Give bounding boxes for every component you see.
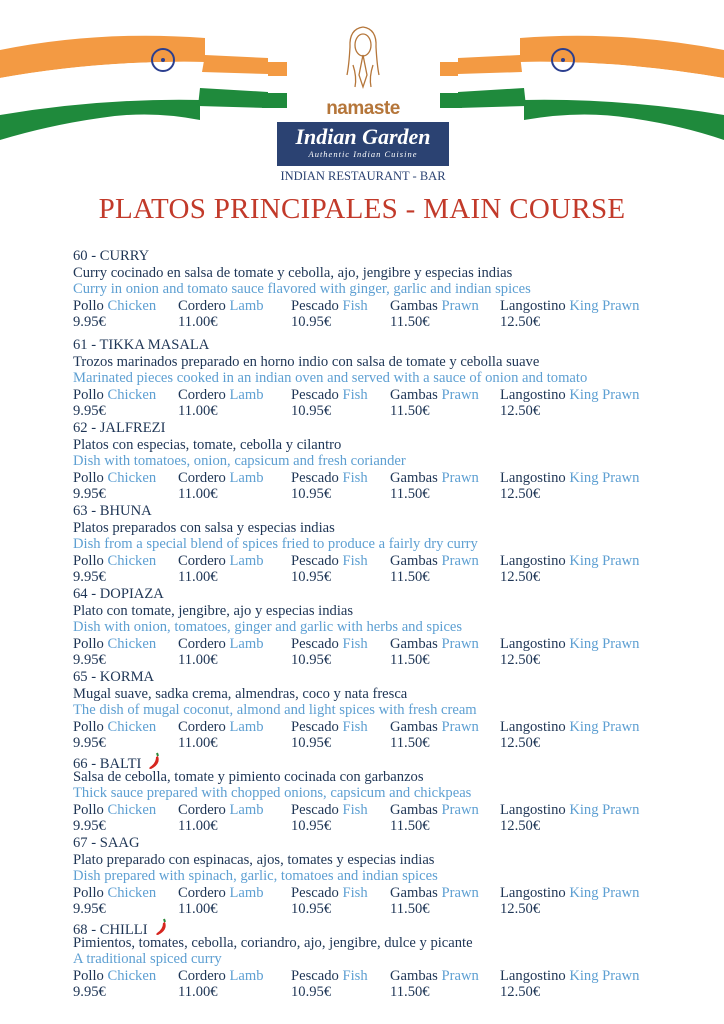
option-en: King Prawn xyxy=(569,635,640,652)
option-label xyxy=(500,553,639,570)
option-price: 12.50€ xyxy=(500,569,541,586)
item-description-en: Curry in onion and tomato sauce flavored with ginger, garlic and indian spices xyxy=(73,281,531,298)
item-description-es: Platos con especias, tomate, cebolla y cilantro xyxy=(73,436,342,453)
item-description-es: Plato con tomate, jengibre, ajo y especias indias xyxy=(73,602,354,619)
option-es: Cordero xyxy=(178,967,226,984)
option-price: 10.95€ xyxy=(291,486,332,503)
option-en: Prawn xyxy=(441,801,479,818)
option-es: Langostino xyxy=(500,469,566,486)
item-name-row xyxy=(73,420,673,437)
option-label xyxy=(390,298,479,315)
option-label xyxy=(178,298,264,315)
option-en: Lamb xyxy=(229,469,264,486)
option-es: Pollo xyxy=(73,718,104,735)
option-price: 10.95€ xyxy=(291,984,332,1001)
option-es: Pollo xyxy=(73,386,104,403)
item-name-row xyxy=(73,918,673,938)
item-description-en: A traditional spiced curry xyxy=(73,951,222,968)
option-prices xyxy=(73,403,673,420)
option-label xyxy=(73,968,156,985)
option-label xyxy=(390,387,479,404)
brand-box xyxy=(277,122,449,166)
option-en: Fish xyxy=(342,635,368,652)
option-es: Gambas xyxy=(390,884,438,901)
option-prices xyxy=(73,984,673,1001)
option-label xyxy=(500,885,639,902)
item-description-es: Mugal suave, sadka crema, almendras, coco y nata fresca xyxy=(73,685,408,702)
brand-name: Indian Garden xyxy=(295,124,431,149)
item-description-en: Dish prepared with spinach, garlic, tomatoes and indian spices xyxy=(73,868,438,885)
option-label xyxy=(291,968,368,985)
option-label xyxy=(390,802,479,819)
option-price: 10.95€ xyxy=(291,403,332,420)
option-labels xyxy=(73,553,673,570)
option-price: 11.50€ xyxy=(390,569,430,586)
option-es: Pescado xyxy=(291,718,339,735)
option-price: 11.00€ xyxy=(178,901,218,918)
item-description-en: Dish with tomatoes, onion, capsicum and fresh coriander xyxy=(73,453,406,470)
option-labels xyxy=(73,298,673,315)
option-label xyxy=(291,470,368,487)
option-price: 12.50€ xyxy=(500,314,541,331)
option-en: Chicken xyxy=(107,297,157,314)
restaurant-subtitle: INDIAN RESTAURANT - BAR xyxy=(280,169,446,183)
option-es: Cordero xyxy=(178,552,226,569)
option-prices xyxy=(73,486,673,503)
option-price: 9.95€ xyxy=(73,818,106,835)
item-name: 64 - DOPIAZA xyxy=(73,586,164,602)
option-es: Cordero xyxy=(178,469,226,486)
option-en: King Prawn xyxy=(569,297,640,314)
page-title: PLATOS PRINCIPALES - MAIN COURSE xyxy=(98,193,626,225)
option-label xyxy=(178,719,264,736)
option-en: Lamb xyxy=(229,635,264,652)
option-label xyxy=(390,885,479,902)
option-en: King Prawn xyxy=(569,801,640,818)
option-en: Lamb xyxy=(229,297,264,314)
option-en: Lamb xyxy=(229,801,264,818)
option-price: 11.50€ xyxy=(390,984,430,1001)
menu-item xyxy=(73,752,673,835)
option-label xyxy=(73,387,156,404)
option-labels xyxy=(73,885,673,902)
option-price: 12.50€ xyxy=(500,486,541,503)
option-en: Lamb xyxy=(229,967,264,984)
item-description-en: Thick sauce prepared with chopped onions, capsicum and chickpeas xyxy=(73,785,472,802)
option-price: 12.50€ xyxy=(500,984,541,1001)
option-label xyxy=(73,636,156,653)
option-prices xyxy=(73,818,673,835)
option-label xyxy=(500,802,639,819)
option-es: Pescado xyxy=(291,552,339,569)
option-price: 11.50€ xyxy=(390,652,430,669)
option-labels xyxy=(73,968,673,985)
option-price: 9.95€ xyxy=(73,486,106,503)
option-es: Gambas xyxy=(390,469,438,486)
option-label xyxy=(73,802,156,819)
logo-namaste: namaste xyxy=(326,98,400,119)
option-en: Lamb xyxy=(229,552,264,569)
option-es: Pollo xyxy=(73,801,104,818)
option-label xyxy=(73,553,156,570)
item-description-es: Plato preparado con espinacas, ajos, tomates y especias indias xyxy=(73,851,435,868)
menu-item xyxy=(73,586,673,669)
option-es: Langostino xyxy=(500,386,566,403)
option-en: King Prawn xyxy=(569,552,640,569)
item-description-es: Salsa de cebolla, tomate y pimiento cocinada con garbanzos xyxy=(73,768,424,785)
option-label xyxy=(390,968,479,985)
option-price: 9.95€ xyxy=(73,901,106,918)
option-label xyxy=(291,298,368,315)
option-en: King Prawn xyxy=(569,884,640,901)
option-price: 11.00€ xyxy=(178,818,218,835)
option-label xyxy=(390,636,479,653)
item-name-row xyxy=(73,503,673,520)
option-label xyxy=(73,719,156,736)
item-description-en: The dish of mugal coconut, almond and light spices with fresh cream xyxy=(73,702,477,719)
option-labels xyxy=(73,387,673,404)
option-en: Fish xyxy=(342,967,368,984)
item-description-en: Marinated pieces cooked in an indian oven and served with a sauce of onion and tomato xyxy=(73,370,588,387)
option-label xyxy=(291,553,368,570)
item-name-row xyxy=(73,248,673,265)
option-en: King Prawn xyxy=(569,386,640,403)
left-flag xyxy=(0,36,287,140)
option-en: Prawn xyxy=(441,718,479,735)
option-labels xyxy=(73,636,673,653)
option-es: Gambas xyxy=(390,635,438,652)
option-en: Chicken xyxy=(107,884,157,901)
option-es: Langostino xyxy=(500,967,566,984)
option-label xyxy=(291,387,368,404)
option-en: Chicken xyxy=(107,635,157,652)
menu-list xyxy=(73,247,673,1001)
option-es: Gambas xyxy=(390,967,438,984)
option-es: Langostino xyxy=(500,297,566,314)
option-en: Chicken xyxy=(107,386,157,403)
option-price: 12.50€ xyxy=(500,652,541,669)
item-name: 68 - CHILLI xyxy=(73,922,148,938)
item-name: 67 - SAAG xyxy=(73,835,140,851)
item-name: 61 - TIKKA MASALA xyxy=(73,337,210,353)
option-es: Pollo xyxy=(73,967,104,984)
option-price: 12.50€ xyxy=(500,403,541,420)
option-en: Chicken xyxy=(107,718,157,735)
option-en: Prawn xyxy=(441,884,479,901)
option-label xyxy=(178,387,264,404)
option-labels xyxy=(73,802,673,819)
option-label xyxy=(178,968,264,985)
item-name-row xyxy=(73,669,673,686)
item-name-row xyxy=(73,752,673,772)
option-es: Langostino xyxy=(500,718,566,735)
option-en: Lamb xyxy=(229,884,264,901)
option-price: 11.00€ xyxy=(178,403,218,420)
option-es: Gambas xyxy=(390,297,438,314)
menu-item xyxy=(73,669,673,752)
option-es: Pollo xyxy=(73,297,104,314)
option-label xyxy=(390,719,479,736)
option-price: 11.50€ xyxy=(390,314,430,331)
item-description-en: Dish from a special blend of spices fried to produce a fairly dry curry xyxy=(73,536,478,553)
option-label xyxy=(178,553,264,570)
option-prices xyxy=(73,735,673,752)
item-description-en: Dish with onion, tomatoes, ginger and garlic with herbs and spices xyxy=(73,619,463,636)
option-price: 10.95€ xyxy=(291,314,332,331)
option-es: Langostino xyxy=(500,635,566,652)
option-price: 12.50€ xyxy=(500,901,541,918)
option-label xyxy=(291,802,368,819)
option-en: King Prawn xyxy=(569,967,640,984)
option-label xyxy=(390,470,479,487)
option-es: Pescado xyxy=(291,801,339,818)
option-es: Gambas xyxy=(390,801,438,818)
option-price: 11.00€ xyxy=(178,652,218,669)
restaurant-logo xyxy=(277,25,449,184)
option-es: Gambas xyxy=(390,386,438,403)
menu-item xyxy=(73,835,673,918)
option-price: 11.50€ xyxy=(390,486,430,503)
option-price: 10.95€ xyxy=(291,652,332,669)
option-es: Cordero xyxy=(178,635,226,652)
option-label xyxy=(500,719,639,736)
item-description-es: Pimientos, tomates, cebolla, coriandro, ajo, jengibre, dulce y picante xyxy=(73,934,473,951)
menu-item xyxy=(73,918,673,1001)
option-label xyxy=(178,470,264,487)
option-price: 11.00€ xyxy=(178,984,218,1001)
option-price: 10.95€ xyxy=(291,569,332,586)
namaste-figure-icon xyxy=(343,25,383,91)
option-price: 11.50€ xyxy=(390,403,430,420)
option-prices xyxy=(73,569,673,586)
brand-tagline: Authentic Indian Cuisine xyxy=(308,149,418,159)
option-label xyxy=(390,553,479,570)
option-price: 11.50€ xyxy=(390,735,430,752)
option-label xyxy=(291,885,368,902)
option-prices xyxy=(73,901,673,918)
option-es: Cordero xyxy=(178,801,226,818)
option-es: Pollo xyxy=(73,635,104,652)
option-label xyxy=(500,968,639,985)
option-label xyxy=(291,636,368,653)
option-price: 9.95€ xyxy=(73,569,106,586)
option-prices xyxy=(73,652,673,669)
option-es: Pollo xyxy=(73,884,104,901)
option-en: Chicken xyxy=(107,967,157,984)
option-price: 10.95€ xyxy=(291,818,332,835)
option-es: Cordero xyxy=(178,386,226,403)
option-label xyxy=(73,298,156,315)
option-en: Chicken xyxy=(107,469,157,486)
option-label xyxy=(500,298,639,315)
option-price: 9.95€ xyxy=(73,314,106,331)
right-flag xyxy=(440,36,724,140)
option-es: Cordero xyxy=(178,297,226,314)
option-en: Fish xyxy=(342,552,368,569)
option-prices xyxy=(73,314,673,331)
option-price: 11.00€ xyxy=(178,314,218,331)
option-en: Fish xyxy=(342,884,368,901)
item-name-row xyxy=(73,586,673,603)
option-en: Prawn xyxy=(441,635,479,652)
option-en: Prawn xyxy=(441,469,479,486)
option-es: Langostino xyxy=(500,884,566,901)
option-price: 9.95€ xyxy=(73,403,106,420)
option-price: 11.50€ xyxy=(390,818,430,835)
item-name: 62 - JALFREZI xyxy=(73,420,166,436)
option-es: Gambas xyxy=(390,552,438,569)
option-label xyxy=(73,470,156,487)
menu-item xyxy=(73,247,673,337)
option-en: King Prawn xyxy=(569,718,640,735)
option-price: 11.00€ xyxy=(178,486,218,503)
option-es: Pescado xyxy=(291,635,339,652)
option-en: Fish xyxy=(342,718,368,735)
option-price: 12.50€ xyxy=(500,818,541,835)
option-en: Chicken xyxy=(107,552,157,569)
option-price: 10.95€ xyxy=(291,901,332,918)
option-es: Pescado xyxy=(291,297,339,314)
option-es: Cordero xyxy=(178,884,226,901)
item-description-es: Curry cocinado en salsa de tomate y cebolla, ajo, jengibre y especias indias xyxy=(73,264,513,281)
option-price: 10.95€ xyxy=(291,735,332,752)
option-en: King Prawn xyxy=(569,469,640,486)
option-es: Pescado xyxy=(291,469,339,486)
option-es: Langostino xyxy=(500,552,566,569)
option-en: Lamb xyxy=(229,718,264,735)
menu-item xyxy=(73,503,673,586)
option-price: 11.00€ xyxy=(178,735,218,752)
item-description-es: Platos preparados con salsa y especias indias xyxy=(73,519,335,536)
option-en: Lamb xyxy=(229,386,264,403)
item-name: 63 - BHUNA xyxy=(73,503,152,519)
option-label xyxy=(178,885,264,902)
option-en: Fish xyxy=(342,801,368,818)
option-label xyxy=(500,470,639,487)
option-en: Fish xyxy=(342,469,368,486)
option-en: Prawn xyxy=(441,967,479,984)
item-description-es: Trozos marinados preparado en horno indio con salsa de tomate y cebolla suave xyxy=(73,353,540,370)
item-name: 66 - BALTI xyxy=(73,756,142,772)
option-es: Pollo xyxy=(73,469,104,486)
option-es: Cordero xyxy=(178,718,226,735)
option-en: Prawn xyxy=(441,552,479,569)
option-label xyxy=(291,719,368,736)
chili-pepper-icon xyxy=(154,918,168,936)
option-en: Chicken xyxy=(107,801,157,818)
option-es: Pollo xyxy=(73,552,104,569)
option-es: Pescado xyxy=(291,967,339,984)
option-es: Langostino xyxy=(500,801,566,818)
item-name-row xyxy=(73,835,673,852)
option-price: 12.50€ xyxy=(500,735,541,752)
menu-item xyxy=(73,420,673,503)
option-label xyxy=(500,636,639,653)
item-name-row xyxy=(73,337,673,354)
menu-item xyxy=(73,337,673,420)
option-price: 11.00€ xyxy=(178,569,218,586)
option-labels xyxy=(73,719,673,736)
item-name: 60 - CURRY xyxy=(73,248,150,264)
option-price: 9.95€ xyxy=(73,652,106,669)
chili-pepper-icon xyxy=(147,752,161,770)
option-price: 9.95€ xyxy=(73,984,106,1001)
option-en: Fish xyxy=(342,386,368,403)
option-es: Gambas xyxy=(390,718,438,735)
option-en: Prawn xyxy=(441,297,479,314)
option-es: Pescado xyxy=(291,884,339,901)
option-en: Prawn xyxy=(441,386,479,403)
option-label xyxy=(500,387,639,404)
item-name: 65 - KORMA xyxy=(73,669,155,685)
option-labels xyxy=(73,470,673,487)
option-label xyxy=(178,636,264,653)
option-label xyxy=(73,885,156,902)
option-es: Pescado xyxy=(291,386,339,403)
option-price: 9.95€ xyxy=(73,735,106,752)
option-en: Fish xyxy=(342,297,368,314)
option-price: 11.50€ xyxy=(390,901,430,918)
option-label xyxy=(178,802,264,819)
